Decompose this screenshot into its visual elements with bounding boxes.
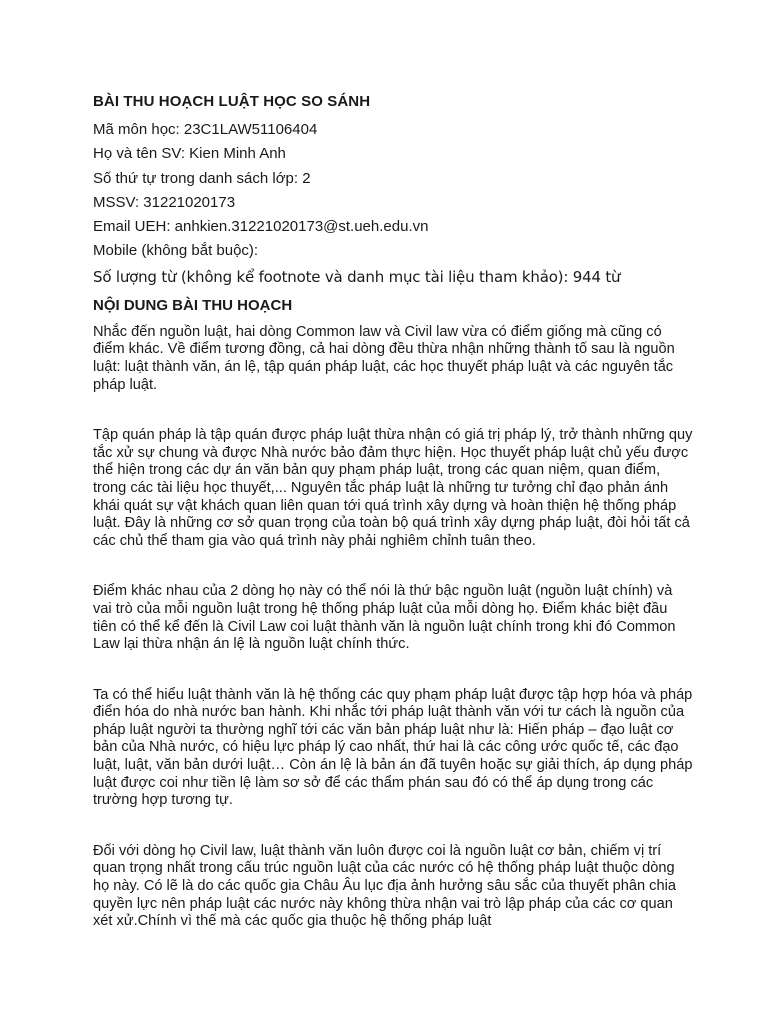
paragraph: Điểm khác nhau của 2 dòng họ này có thể nói là thứ bậc nguồn luật (nguồn luật chính) và vai trò của mỗi nguồn luật trong hệ thống pháp luật của mỗi dòng họ. Điểm khác biệt đầu tiên có thể kể đến là Civil Law coi luật thành văn là nguồn luật chính trong khi đó Common Law lại thừa nhận án lệ là nguồn luật chính thức.	[93, 583, 676, 653]
document-page	[93, 92, 693, 931]
paragraph: Ta có thể hiểu luật thành văn là hệ thống các quy phạm pháp luật được tập hợp hóa và pháp điển hóa do nhà nước ban hành. Khi nhắc tới pháp luật thành văn với tư cách là nguồn của pháp luật người ta thường nghĩ tới các văn bản pháp luật như là: Hiến pháp – đạo luật cơ bản của Nhà nước, có hiệu lực pháp lý cao nhất, thứ hai là các công ước quốc tế, các đạo luật, luật, văn bản dưới luật… Còn án lệ là bản án đã tuyên hoặc sự giải thích, áp dụng pháp luật được coi như tiền lệ làm sơ sở để các thẩm phán sau đó có thể áp dụng trong các trường hợp tương tự.	[93, 686, 693, 809]
class-number: Số thứ tự trong danh sách lớp: 2	[93, 169, 311, 187]
course-code: Mã môn học: 23C1LAW51106404	[93, 121, 318, 138]
word-count: Số lượng từ (không kể footnote và danh mục tài liệu tham khảo): 944 từ	[93, 267, 621, 286]
paragraph: Tập quán pháp là tập quán được pháp luật thừa nhận có giá trị pháp lý, trở thành những quy tắc xử sự chung và được Nhà nước bảo đảm thực hiện. Học thuyết pháp luật chủ yếu được thể hiện trong các dự án văn bản quy phạm pháp luật, trong các quan niệm, quan điểm, trong các tài liệu học thuyết,... Nguyên tắc pháp luật là những tư tưởng chỉ đạo phản ánh khái quát sự vật khách quan liên quan tới quá trình xây dựng và hoàn thiện hệ thống pháp luật. Đây là những cơ sở quan trọng của toàn bộ quá trình xây dựng pháp luật, đòi hỏi tất cả các chủ thể tham gia vào quá trình này phải nghiêm chỉnh tuân theo.	[93, 427, 693, 549]
paragraph: Đối với dòng họ Civil law, luật thành văn luôn được coi là nguồn luật cơ bản, chiếm vị trí quan trọng nhất trong cấu trúc nguồn luật của các nước có hệ thống pháp luật thuộc dòng họ này. Có lẽ là do các quốc gia Châu Âu lục địa ảnh hưởng sâu sắc của thuyết phân chia quyền lực nên pháp luật các nước này không thừa nhận vai trò lập pháp của các cơ quan xét xử.Chính vì thế mà các quốc gia thuộc hệ thống pháp luật	[93, 842, 676, 930]
document-title: BÀI THU HOẠCH LUẬT HỌC SO SÁNH	[93, 93, 371, 110]
mobile-field: Mobile (không bắt buộc):	[93, 242, 259, 260]
student-name: Họ và tên SV: Kien Minh Anh	[93, 145, 286, 163]
paragraph: Nhắc đến nguồn luật, hai dòng Common law và Civil law vừa có điểm giống mà cũng có điểm khác. Về điểm tương đồng, cả hai dòng đều thừa nhận những thành tố sau là nguồn luật: luật thành văn, án lệ, tập quán pháp luật, các học thuyết pháp luật và các nguyên tắc pháp luật.	[93, 323, 675, 393]
student-email: Email UEH: anhkien.31221020173@st.ueh.edu.vn	[93, 218, 429, 236]
content-heading: NỘI DUNG BÀI THU HOẠCH	[93, 296, 293, 314]
student-id: MSSV: 31221020173	[93, 193, 236, 211]
